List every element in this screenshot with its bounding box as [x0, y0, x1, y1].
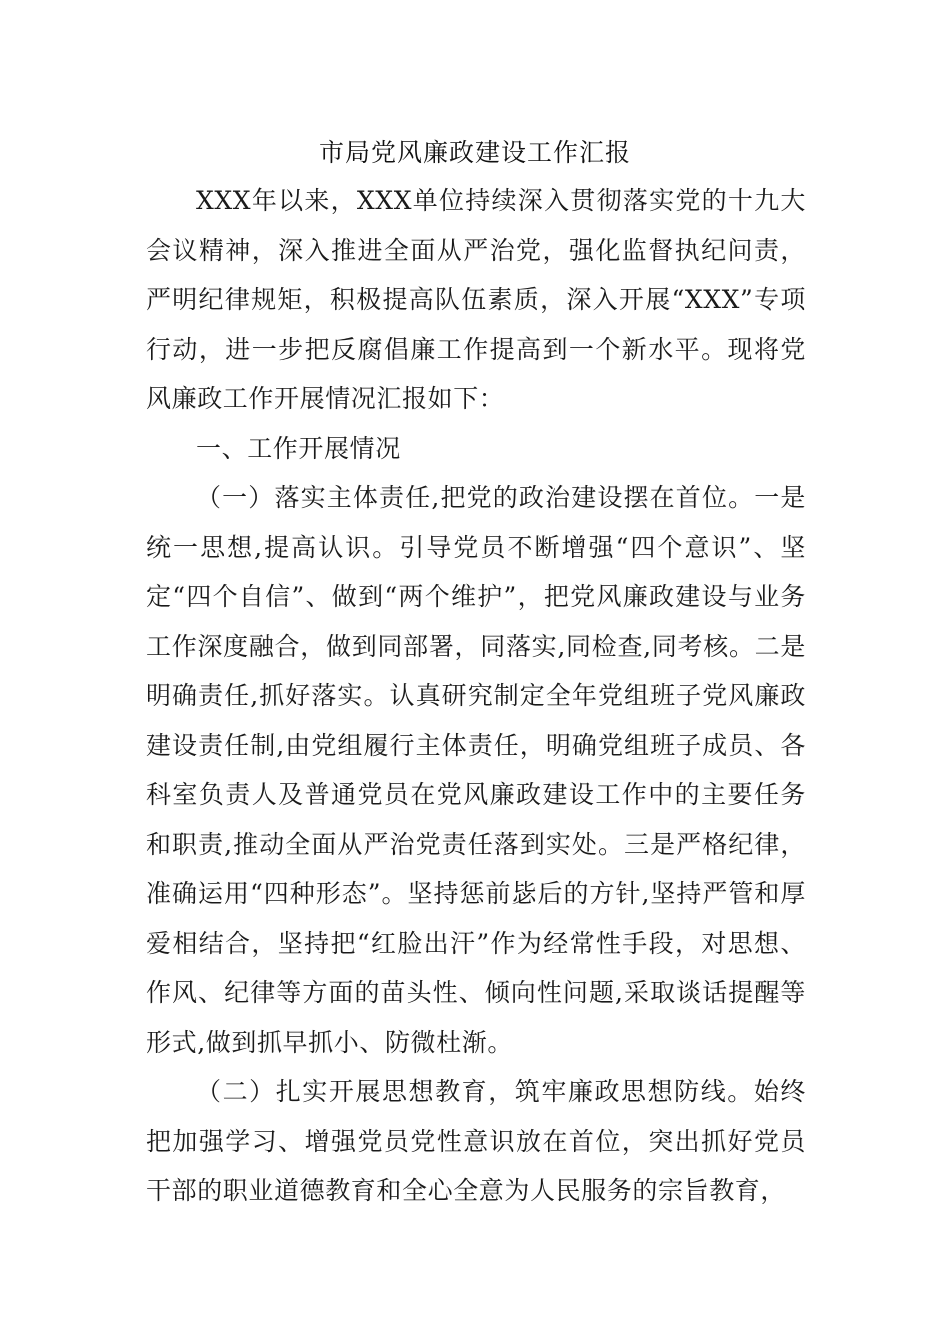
document-body — [146, 176, 806, 1216]
paragraph-1: （一）落实主体责任,把党的政治建设摆在首位。一是统一思想,提高认识。引导党员不断增强“四个意识”、坚定“四个自信”、做到“两个维护”，把党风廉政建设与业务工作深度融合，做到同部署，同落实,同检查,同考核。二是明确责任,抓好落实。认真研究制定全年党组班子党风廉政建设责任制,由党组履行主体责任，明确党组班子成员、各科室负责人及普通党员在党风廉政建设工作中的主要任务和职责,推动全面从严治党责任落到实处。三是严格纪律，准确运用“四种形态”。坚持惩前毖后的方针,坚持严管和厚爱相结合，坚持把“红脸出汗”作为经常性手段，对思想、作风、纪律等方面的苗头性、倾向性问题,采取谈话提醒等形式,做到抓早抓小、防微杜渐。 — [146, 483, 806, 1057]
intro-paragraph: XXX年以来，XXX单位持续深入贯彻落实党的十九大会议精神，深入推进全面从严治党，强化监督执纪问责，严明纪律规矩，积极提高队伍素质，深入开展“XXX”专项行动，进一步把反腐倡廉工作提高到一个新水平。现将党风廉政工作开展情况汇报如下： — [146, 186, 806, 413]
section-heading: 一、工作开展情况 — [196, 433, 401, 463]
paragraph-2: （二）扎实开展思想教育，筑牢廉政思想防线。始终把加强学习、增强党员党性意识放在首位，突出抓好党员干部的职业道德教育和全心全意为人民服务的宗旨教育， — [146, 1077, 806, 1205]
document-title: 市局党风廉政建设工作汇报 — [318, 138, 631, 167]
